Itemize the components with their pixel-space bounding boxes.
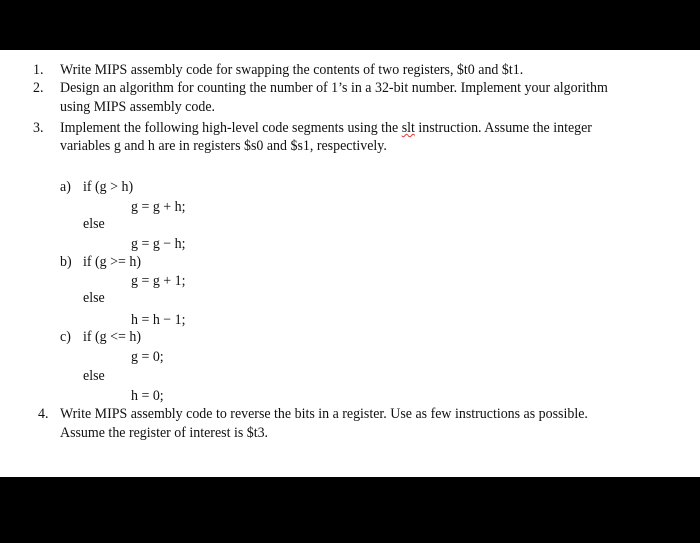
item-2-text-cont: using MIPS assembly code. [60,99,216,115]
segment-else: else [83,216,105,232]
segment-then: g = g + 1; [131,273,186,289]
segment-condition: if (g <= h) [83,329,141,345]
segment-else: else [83,290,105,306]
item-2-text: Design an algorithm for counting the number of 1’s in a 32-bit number. Implement your algorithm [60,80,608,96]
item-number: 1. [33,62,44,78]
item-number: 2. [33,80,44,96]
segment-condition: if (g > h) [83,179,134,195]
segment-else-stmt: h = h − 1; [131,312,186,328]
slt-keyword: slt [401,120,415,136]
item-4-text-cont: Assume the register of interest is $t3. [60,425,269,441]
item-4-text: Write MIPS assembly code to reverse the bits in a register. Use as few instructions as possible. [60,406,588,422]
segment-else-stmt: g = g − h; [131,236,186,252]
item-number: 4. [38,406,49,422]
segment-label: a) [60,179,71,195]
segment-label: b) [60,254,72,270]
segment-else-stmt: h = 0; [131,388,164,404]
text: instruction. Assume the integer [414,120,592,136]
item-3-text [60,119,592,137]
segment-label: c) [60,329,71,345]
segment-condition: if (g >= h) [83,254,141,270]
segment-then: g = g + h; [131,199,186,215]
segment-then: g = 0; [131,349,164,365]
text: Implement the following high-level code segments using the [60,120,402,136]
segment-else: else [83,368,105,384]
item-3-text-cont: variables g and h are in registers $s0 and $s1, respectively. [60,138,387,154]
item-1-text: Write MIPS assembly code for swapping the contents of two registers, $t0 and $t1. [60,62,524,78]
item-number: 3. [33,120,44,136]
document-page [0,50,700,477]
